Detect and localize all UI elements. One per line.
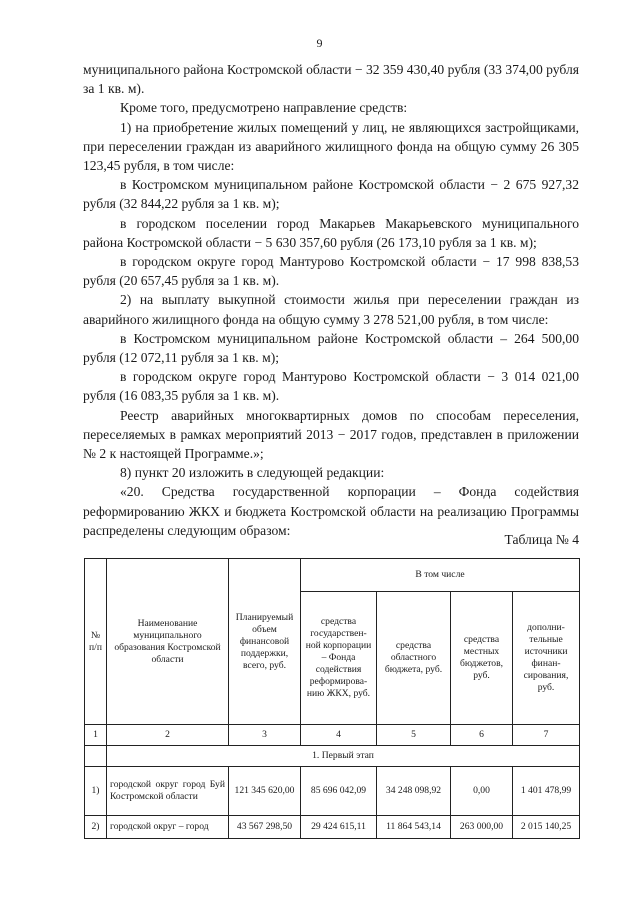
paragraph: Кроме того, предусмотрено направление средств: [120,100,408,116]
paragraph: Реестр аварийных многоквартирных домов по способам переселения, переселяемых в рамках мероприятий 2013 − 2017 годов, представлен в приложении № 2 к настоящей Программе.»; [83,407,579,462]
header-fund: средства государствен-ной корпорации – Фонда содействия реформирова-нию ЖКХ, руб. [301,592,377,725]
paragraph: в Костромском муниципальном районе Костромской области – 264 500,00 рубля (12 072,11 рубля за 1 кв. м); [83,330,579,366]
col-number: 3 [229,725,301,746]
header-planned: Планируемый объем финансовой поддержки, всего, руб. [229,559,301,725]
row-regional: 11 864 543,14 [377,816,451,839]
header-local: средства местных бюджетов, руб. [451,592,513,725]
row-fund: 29 424 615,11 [301,816,377,839]
table-row [85,767,580,816]
row-additional: 1 401 478,99 [513,767,580,816]
row-planned: 121 345 620,00 [229,767,301,816]
paragraph: муниципального района Костромской области − 32 359 430,40 рубля (33 374,00 рубля за 1 кв. м). [83,62,579,97]
paragraph: 2) на выплату выкупной стоимости жилья при переселении граждан из аварийного жилищного фонда на общую сумму 3 278 521,00 рубля, в том числе: [83,292,579,327]
row-num: 2) [85,816,107,839]
body-text [83,60,579,540]
col-number: 4 [301,725,377,746]
col-number: 7 [513,725,580,746]
col-number: 2 [107,725,229,746]
paragraph: 1) на приобретение жилых помещений у лиц, не являющихся застройщиками, при переселении граждан из аварийного жилищного фонда на общую сумму 26 305 123,45 рубля, в том числе: [83,119,579,174]
row-local: 0,00 [451,767,513,816]
paragraph: «20. Средства государственной корпорации – Фонда содействия реформированию ЖКХ и бюджета Костромской области на реализацию Программы распределены следующим образом: [83,484,579,538]
row-regional: 34 248 098,92 [377,767,451,816]
header-num: № п/п [85,559,107,725]
header-regional: средства областного бюджета, руб. [377,592,451,725]
header-including: В том числе [301,559,580,592]
col-number: 5 [377,725,451,746]
paragraph: в городском округе город Мантурово Костромской области − 3 014 021,00 рубля (16 083,35 рубля за 1 кв. м). [83,369,579,404]
col-number: 6 [451,725,513,746]
row-local: 263 000,00 [451,816,513,839]
table-label: Таблица № 4 [504,532,579,547]
row-additional: 2 015 140,25 [513,816,580,839]
header-name: Наименование муниципального образования Костромской области [107,559,229,725]
row-num: 1) [85,767,107,816]
row-fund: 85 696 042,09 [301,767,377,816]
paragraph: 8) пункт 20 изложить в следующей редакции: [120,465,385,481]
section-title: 1. Первый этап [107,746,580,767]
row-planned: 43 567 298,50 [229,816,301,839]
paragraph: в городском поселении город Макарьев Макарьевского муниципального района Костромской области − 5 630 357,60 рубля (26 173,10 рубля за 1 кв. м); [83,215,579,250]
row-name: городской округ – город [107,816,229,839]
row-name: городской округ город Буй Костромской области [107,767,229,816]
paragraph: в Костромском муниципальном районе Костромской области − 2 675 927,32 рубля (32 844,22 рубля за 1 кв. м); [83,177,579,212]
paragraph: в городском округе город Мантурово Костромской области − 17 998 838,53 рубля (20 657,45 рубля за 1 кв. м). [83,254,579,289]
table-row [85,816,580,839]
col-number: 1 [85,725,107,746]
header-additional: дополни-тельные источники финан-сирования, руб. [513,592,580,725]
funding-table [84,558,580,839]
page-number: 9 [316,36,323,50]
